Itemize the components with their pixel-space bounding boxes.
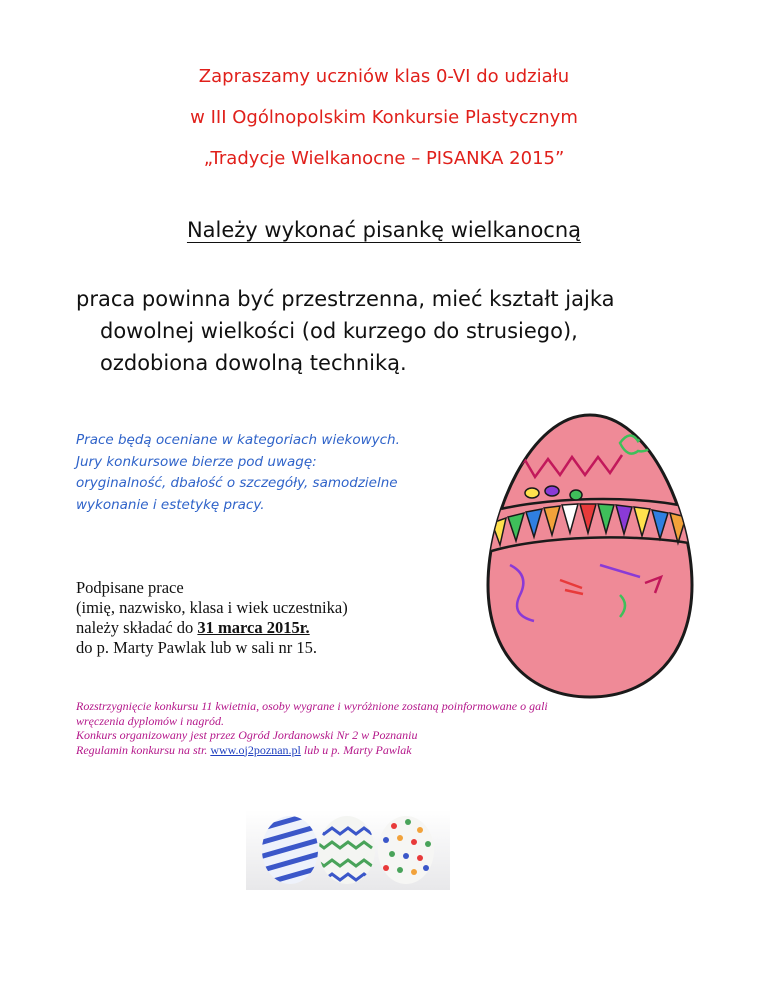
decorated-egg-illustration (470, 405, 710, 705)
header-line-3: „Tradycje Wielkanocne – PISANKA 2015” (203, 148, 565, 169)
website-link[interactable]: www.oj2poznan.pl (210, 742, 301, 757)
criteria-line-2: Jury konkursowe bierze pod uwagę: (76, 453, 317, 470)
criteria-line-4: wykonanie i estetykę pracy. (76, 496, 265, 513)
requirements (76, 283, 736, 379)
submission-line-4: do p. Marty Pawlak lub w sali nr 15. (76, 638, 318, 657)
footer-line-4 (76, 743, 716, 758)
header-line-1: Zapraszamy uczniów klas 0-VI do udziału (198, 66, 570, 87)
three-eggs-image (246, 810, 450, 890)
submission-block (76, 578, 496, 658)
deadline-date: 31 marca 2015r. (197, 618, 310, 637)
submission-line-2: (imię, nazwisko, klasa i wiek uczestnika) (76, 598, 348, 617)
requirements-line-3: ozdobiona dowolną techniką. (100, 351, 407, 375)
footer-line-2: wręczenia dyplomów i nagród. (76, 713, 224, 728)
header-line-2: w III Ogólnopolskim Konkursie Plastycznym (190, 107, 578, 128)
submission-line-1: Podpisane prace (76, 578, 184, 597)
submission-prefix: należy składać do (76, 618, 198, 637)
criteria-line-3: oryginalność, dbałość o szczegóły, samodzielne (76, 475, 398, 491)
footer-notes (76, 699, 716, 757)
footer-line-3: Konkurs organizowany jest przez Ogród Jordanowski Nr 2 w Poznaniu (76, 728, 418, 742)
criteria-block (76, 430, 506, 516)
footer-line-4-prefix: Regulamin konkursu na str. (76, 742, 211, 757)
egg-shape (488, 415, 692, 697)
footer-line-4-suffix: lub u p. Marty Pawlak (300, 742, 412, 757)
dotted-egg (378, 816, 434, 884)
criteria-line-1: Prace będą oceniane w kategoriach wiekowych. (76, 432, 400, 448)
subtitle-text: Należy wykonać pisankę wielkanocną (186, 218, 582, 242)
footer-line-1: Rozstrzygnięcie konkursu 11 kwietnia, osoby wygrane i wyróżnione zostaną poinformowane o gali (76, 699, 548, 713)
requirements-line-2: dowolnej wielkości (od kurzego do strusiego), (100, 319, 578, 343)
subtitle (0, 218, 768, 242)
submission-line-3 (76, 618, 496, 638)
requirements-line-1: praca powinna być przestrzenna, mieć kształt jajka (76, 287, 615, 311)
